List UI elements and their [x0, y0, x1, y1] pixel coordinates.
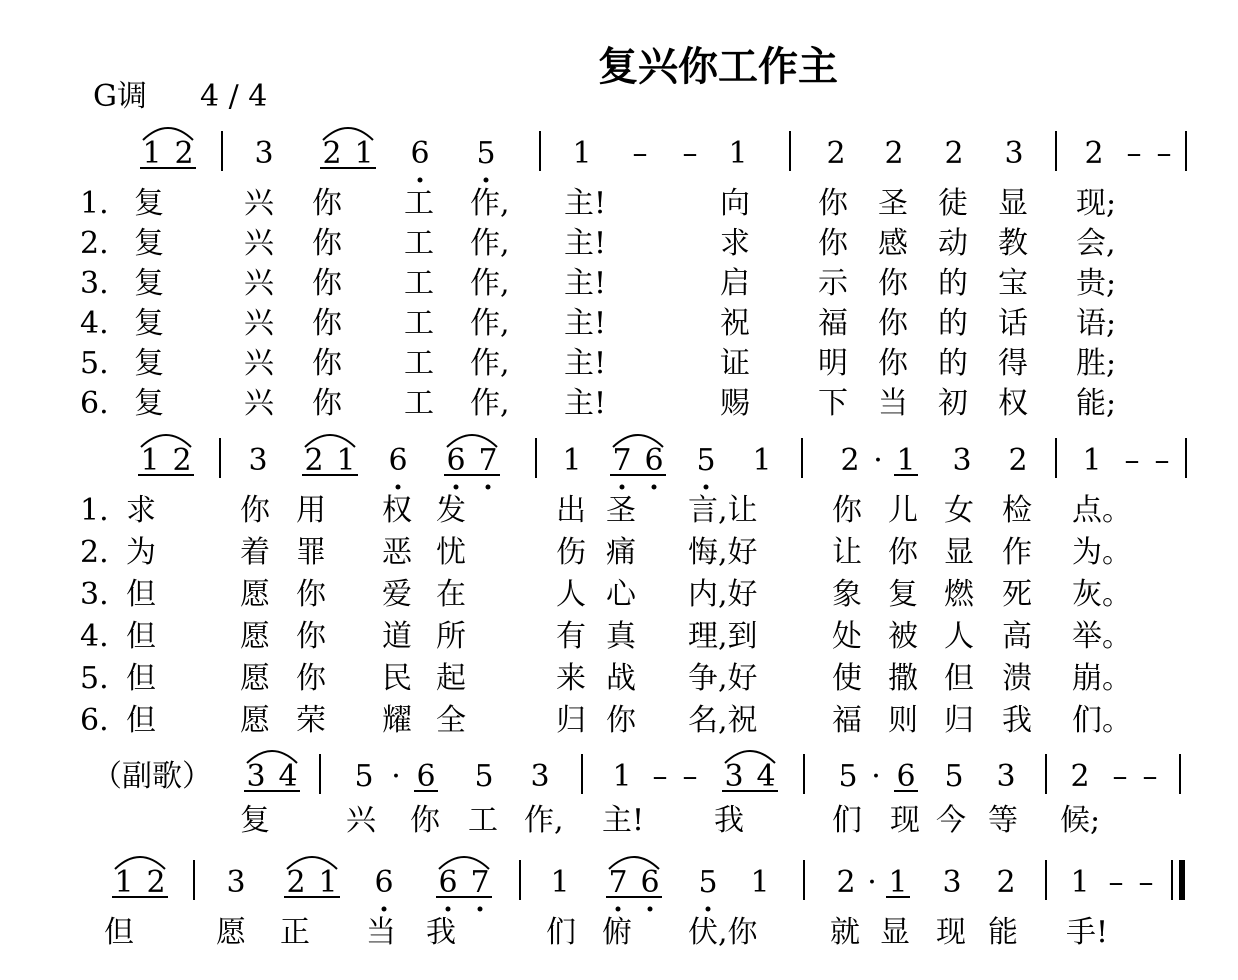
lyric: 祝: [720, 306, 750, 341]
lyric: 现;: [1076, 186, 1117, 221]
lyric: 工: [404, 226, 434, 261]
lyric: 正: [280, 915, 310, 950]
lyric: 你: [312, 386, 342, 421]
lyric: 胜;: [1076, 346, 1117, 381]
lyric: 贵;: [1076, 266, 1117, 301]
note: 6: [446, 443, 466, 478]
lyric: 求: [720, 226, 750, 261]
lyric: 复: [134, 386, 164, 421]
note: 2: [826, 136, 846, 171]
hymn-title: 复兴你工作主: [598, 44, 838, 90]
lyric: 复: [134, 346, 164, 381]
note: 5: [696, 443, 716, 478]
lyric: 你: [296, 577, 326, 612]
lyric: 愿: [240, 577, 270, 612]
lyric: 心: [606, 577, 636, 612]
lyric: 徒: [938, 186, 968, 221]
lyric: 我: [714, 803, 744, 838]
lyric: 撒: [888, 661, 918, 696]
lyric: 起: [436, 661, 466, 696]
lyric: 你: [312, 346, 342, 381]
lyric: 举。: [1072, 619, 1132, 654]
note: 6: [438, 865, 458, 900]
note: 1: [336, 443, 356, 478]
note: 2: [1070, 759, 1090, 794]
lyric: 你: [240, 493, 270, 528]
lyric: 你: [818, 186, 848, 221]
lyric: 归: [944, 703, 974, 738]
verse-number: 3.: [80, 577, 109, 612]
lyric: 们: [832, 803, 862, 838]
dash: –: [1108, 865, 1124, 900]
lyric: 女: [944, 493, 974, 528]
note: 6: [644, 443, 664, 478]
lyric: 言,让: [688, 493, 758, 528]
octave-dot: [418, 178, 423, 183]
lyric: 你: [312, 266, 342, 301]
dot: ·: [391, 759, 401, 794]
lyric: 兴: [346, 803, 376, 838]
note: 7: [608, 865, 628, 900]
lyric: 耀: [382, 703, 412, 738]
lyric: 在: [436, 577, 466, 612]
lyric: 但: [104, 915, 134, 950]
lyric: 初: [938, 386, 968, 421]
lyric: 你: [606, 703, 636, 738]
verse-number: 2.: [80, 226, 109, 261]
lyric: 赐: [720, 386, 750, 421]
chorus-label: （副歌）: [92, 759, 212, 794]
lyric: 伤: [556, 535, 586, 570]
lyric: 你: [312, 186, 342, 221]
lyric: 愿: [216, 915, 246, 950]
lyric: 主!: [564, 306, 607, 341]
note: 2: [174, 136, 194, 171]
lyric: 能;: [1076, 386, 1117, 421]
lyric: 圣: [606, 493, 636, 528]
lyric: 你: [878, 346, 908, 381]
lyric: 伏,你: [688, 915, 758, 950]
lyric: 动: [938, 226, 968, 261]
note: 2: [944, 136, 964, 171]
lyric: 复: [134, 186, 164, 221]
verse-number: 5.: [80, 661, 109, 696]
octave-dot: [706, 907, 711, 912]
note: 1: [728, 136, 748, 171]
lyric: 能: [988, 915, 1018, 950]
dash: –: [682, 759, 698, 794]
lyric: 为: [126, 535, 156, 570]
lyric: 教: [998, 226, 1028, 261]
note: 2: [286, 865, 306, 900]
note: 1: [142, 136, 162, 171]
lyric: 宝: [998, 266, 1028, 301]
lyric: 恶: [382, 535, 412, 570]
lyric: 工: [404, 386, 434, 421]
lyric: 作,: [524, 803, 564, 838]
lyric: 人: [556, 577, 586, 612]
key-signature: G调: [93, 79, 147, 114]
lyric: 权: [998, 386, 1028, 421]
octave-dot: [616, 907, 621, 912]
lyric: 下: [818, 386, 848, 421]
octave-dot: [620, 485, 625, 490]
lyric: 但: [126, 661, 156, 696]
lyric: 我: [426, 915, 456, 950]
lyric: 示: [818, 266, 848, 301]
lyric: 权: [382, 493, 412, 528]
lyric: 处: [832, 619, 862, 654]
lyric: 圣: [878, 186, 908, 221]
note: 1: [1070, 865, 1090, 900]
note: 1: [1082, 443, 1102, 478]
lyric: 语;: [1076, 306, 1117, 341]
note: 3: [246, 759, 266, 794]
lyric: 复: [134, 306, 164, 341]
lyric: 主!: [564, 226, 607, 261]
lyric: 显: [880, 915, 910, 950]
lyric: 会,: [1076, 226, 1116, 261]
note: 5: [944, 759, 964, 794]
lyric: 被: [888, 619, 918, 654]
lyric: 爱: [382, 577, 412, 612]
verse-number: 2.: [80, 535, 109, 570]
lyric: 的: [938, 346, 968, 381]
lyric: 你: [296, 619, 326, 654]
note: 5: [698, 865, 718, 900]
octave-dot: [486, 485, 491, 490]
verse-number: 4.: [80, 619, 109, 654]
octave-dot: [704, 485, 709, 490]
lyric: 俯: [602, 915, 632, 950]
lyric: 福: [818, 306, 848, 341]
lyric: 有: [556, 619, 586, 654]
note: 3: [996, 759, 1016, 794]
note: 1: [612, 759, 632, 794]
note: 1: [572, 136, 592, 171]
verse-music-line-2: [138, 435, 1186, 490]
lyric: 当: [878, 386, 908, 421]
lyric: 高: [1002, 619, 1032, 654]
lyric: 今: [936, 803, 966, 838]
lyric: 灰。: [1072, 577, 1132, 612]
dash: –: [1156, 136, 1172, 171]
note: 7: [478, 443, 498, 478]
lyric: 悔,好: [688, 535, 758, 570]
lyric: 争,好: [688, 661, 758, 696]
octave-dot: [396, 485, 401, 490]
lyric: 得: [998, 346, 1028, 381]
lyric: 话: [998, 306, 1028, 341]
note: 6: [374, 865, 394, 900]
verse-number: 3.: [80, 266, 109, 301]
note: 3: [530, 759, 550, 794]
note: 5: [838, 759, 858, 794]
note: 1: [888, 865, 908, 900]
octave-dot: [454, 485, 459, 490]
lyric: 候;: [1060, 803, 1101, 838]
dash: –: [1112, 759, 1128, 794]
lyric: 复: [134, 226, 164, 261]
lyric: 兴: [244, 386, 274, 421]
lyric: 内,好: [688, 577, 758, 612]
lyric: 等: [988, 803, 1018, 838]
lyric: 证: [720, 346, 750, 381]
note: 2: [840, 443, 860, 478]
lyric: 让: [832, 535, 862, 570]
chorus-music-line-1: [92, 751, 1180, 794]
dash: –: [1138, 865, 1154, 900]
lyric: 理,到: [688, 619, 758, 654]
note: 1: [140, 443, 160, 478]
lyric: 人: [944, 619, 974, 654]
lyric: 名,祝: [688, 703, 758, 738]
lyric: 你: [410, 803, 440, 838]
lyric: 主!: [564, 386, 607, 421]
note: 3: [254, 136, 274, 171]
note: 5: [354, 759, 374, 794]
note: 2: [146, 865, 166, 900]
lyric: 当: [366, 915, 396, 950]
lyric: 福: [832, 703, 862, 738]
note: 6: [410, 136, 430, 171]
lyric: 全: [436, 703, 466, 738]
verse-lyrics-line-1: [80, 186, 1116, 421]
lyric: 们。: [1072, 703, 1132, 738]
lyric: 我: [1002, 703, 1032, 738]
note: 2: [1084, 136, 1104, 171]
lyric: 你: [312, 226, 342, 261]
lyric: 真: [606, 619, 636, 654]
lyric: 工: [404, 306, 434, 341]
note: 6: [416, 759, 436, 794]
lyric: 出: [556, 493, 586, 528]
lyric: 作,: [470, 346, 510, 381]
lyric: 你: [888, 535, 918, 570]
verse-number: 1.: [80, 186, 109, 221]
note: 1: [750, 865, 770, 900]
lyric: 主!: [564, 266, 607, 301]
lyric: 溃: [1002, 661, 1032, 696]
lyric: 忧: [436, 535, 466, 570]
lyric: 使: [832, 661, 862, 696]
note: 2: [884, 136, 904, 171]
lyric: 你: [878, 306, 908, 341]
lyric: 民: [382, 661, 412, 696]
note: 1: [318, 865, 338, 900]
note: 7: [470, 865, 490, 900]
lyric: 道: [382, 619, 412, 654]
octave-dot: [382, 907, 387, 912]
note: 1: [114, 865, 134, 900]
lyric: 现: [936, 915, 966, 950]
lyric: 所: [436, 619, 466, 654]
lyric: 兴: [244, 346, 274, 381]
lyric: 求: [126, 493, 156, 528]
note: 4: [756, 759, 776, 794]
lyric: 作,: [470, 226, 510, 261]
lyric: 你: [296, 661, 326, 696]
lyric: 明: [818, 346, 848, 381]
lyric: 但: [126, 703, 156, 738]
lyric: 死: [1002, 577, 1032, 612]
lyric: 工: [468, 803, 498, 838]
lyric: 你: [312, 306, 342, 341]
verse-number: 1.: [80, 493, 109, 528]
verse-lyrics-line-2: [80, 493, 1132, 738]
lyric: 痛: [606, 535, 636, 570]
lyric: 战: [606, 661, 636, 696]
verse-number: 5.: [80, 346, 109, 381]
lyric: 来: [556, 661, 586, 696]
chorus-lyrics-line-2: [104, 915, 1108, 950]
lyric: 但: [944, 661, 974, 696]
octave-dot: [652, 485, 657, 490]
note: 4: [278, 759, 298, 794]
lyric: 现: [890, 803, 920, 838]
lyric: 荣: [296, 703, 326, 738]
verse-music-line-1: [140, 128, 1186, 183]
note: 2: [322, 136, 342, 171]
dot: ·: [867, 865, 877, 900]
lyric: 愿: [240, 661, 270, 696]
octave-dot: [446, 907, 451, 912]
lyric: 兴: [244, 306, 274, 341]
lyric: 向: [720, 186, 750, 221]
note: 6: [640, 865, 660, 900]
verse-number: 6.: [80, 703, 109, 738]
note: 1: [896, 443, 916, 478]
lyric: 崩。: [1072, 661, 1132, 696]
lyric: 但: [126, 577, 156, 612]
dash: –: [632, 136, 648, 171]
verse-number: 4.: [80, 306, 109, 341]
lyric: 感: [878, 226, 908, 261]
lyric: 着: [240, 535, 270, 570]
chorus-lyrics-line-1: [240, 803, 1100, 838]
lyric: 工: [404, 266, 434, 301]
lyric: 工: [404, 346, 434, 381]
lyric: 显: [998, 186, 1028, 221]
lyric: 儿: [888, 493, 918, 528]
lyric: 兴: [244, 266, 274, 301]
lyric: 为。: [1072, 535, 1132, 570]
octave-dot: [484, 178, 489, 183]
note: 3: [226, 865, 246, 900]
dash: –: [1142, 759, 1158, 794]
dash: –: [1126, 136, 1142, 171]
lyric: 作,: [470, 266, 510, 301]
lyric: 复: [134, 266, 164, 301]
verse-number: 6.: [80, 386, 109, 421]
octave-dot: [648, 907, 653, 912]
note: 2: [996, 865, 1016, 900]
lyric: 燃: [944, 577, 974, 612]
lyric: 兴: [244, 186, 274, 221]
lyric: 作,: [470, 186, 510, 221]
dot: ·: [871, 759, 881, 794]
lyric: 则: [888, 703, 918, 738]
note: 2: [172, 443, 192, 478]
lyric: 显: [944, 535, 974, 570]
note: 3: [248, 443, 268, 478]
dash: –: [1124, 443, 1140, 478]
lyric: 复: [240, 803, 270, 838]
note: 5: [476, 136, 496, 171]
note: 5: [474, 759, 494, 794]
chorus-music-line-2: [112, 857, 1182, 912]
time-signature: 4 / 4: [200, 79, 268, 114]
octave-dot: [478, 907, 483, 912]
note: 7: [612, 443, 632, 478]
note: 3: [1004, 136, 1024, 171]
dot: ·: [873, 443, 883, 478]
note: 6: [896, 759, 916, 794]
lyric: 用: [296, 493, 326, 528]
lyric: 你: [878, 266, 908, 301]
lyric: 启: [720, 266, 750, 301]
note: 3: [952, 443, 972, 478]
note: 3: [724, 759, 744, 794]
note: 2: [304, 443, 324, 478]
lyric: 作: [1002, 535, 1032, 570]
lyric: 发: [436, 493, 466, 528]
lyric: 罪: [296, 535, 326, 570]
lyric: 就: [830, 915, 860, 950]
dash: –: [682, 136, 698, 171]
lyric: 愿: [240, 619, 270, 654]
lyric: 工: [404, 186, 434, 221]
lyric: 主!: [602, 803, 645, 838]
note: 3: [942, 865, 962, 900]
note: 1: [354, 136, 374, 171]
note: 1: [752, 443, 772, 478]
lyric: 主!: [564, 186, 607, 221]
lyric: 兴: [244, 226, 274, 261]
lyric: 的: [938, 266, 968, 301]
lyric: 愿: [240, 703, 270, 738]
lyric: 们: [546, 915, 576, 950]
lyric: 但: [126, 619, 156, 654]
lyric: 点。: [1072, 493, 1132, 528]
lyric: 象: [832, 577, 862, 612]
lyric: 你: [832, 493, 862, 528]
dash: –: [652, 759, 668, 794]
note: 6: [388, 443, 408, 478]
note: 2: [836, 865, 856, 900]
lyric: 复: [888, 577, 918, 612]
lyric: 检: [1002, 493, 1032, 528]
note: 2: [1008, 443, 1028, 478]
lyric: 作,: [470, 306, 510, 341]
lyric: 手!: [1066, 915, 1109, 950]
lyric: 主!: [564, 346, 607, 381]
note: 1: [562, 443, 582, 478]
lyric: 归: [556, 703, 586, 738]
lyric: 你: [818, 226, 848, 261]
dash: –: [1154, 443, 1170, 478]
note: 1: [550, 865, 570, 900]
lyric: 作,: [470, 386, 510, 421]
lyric: 的: [938, 306, 968, 341]
